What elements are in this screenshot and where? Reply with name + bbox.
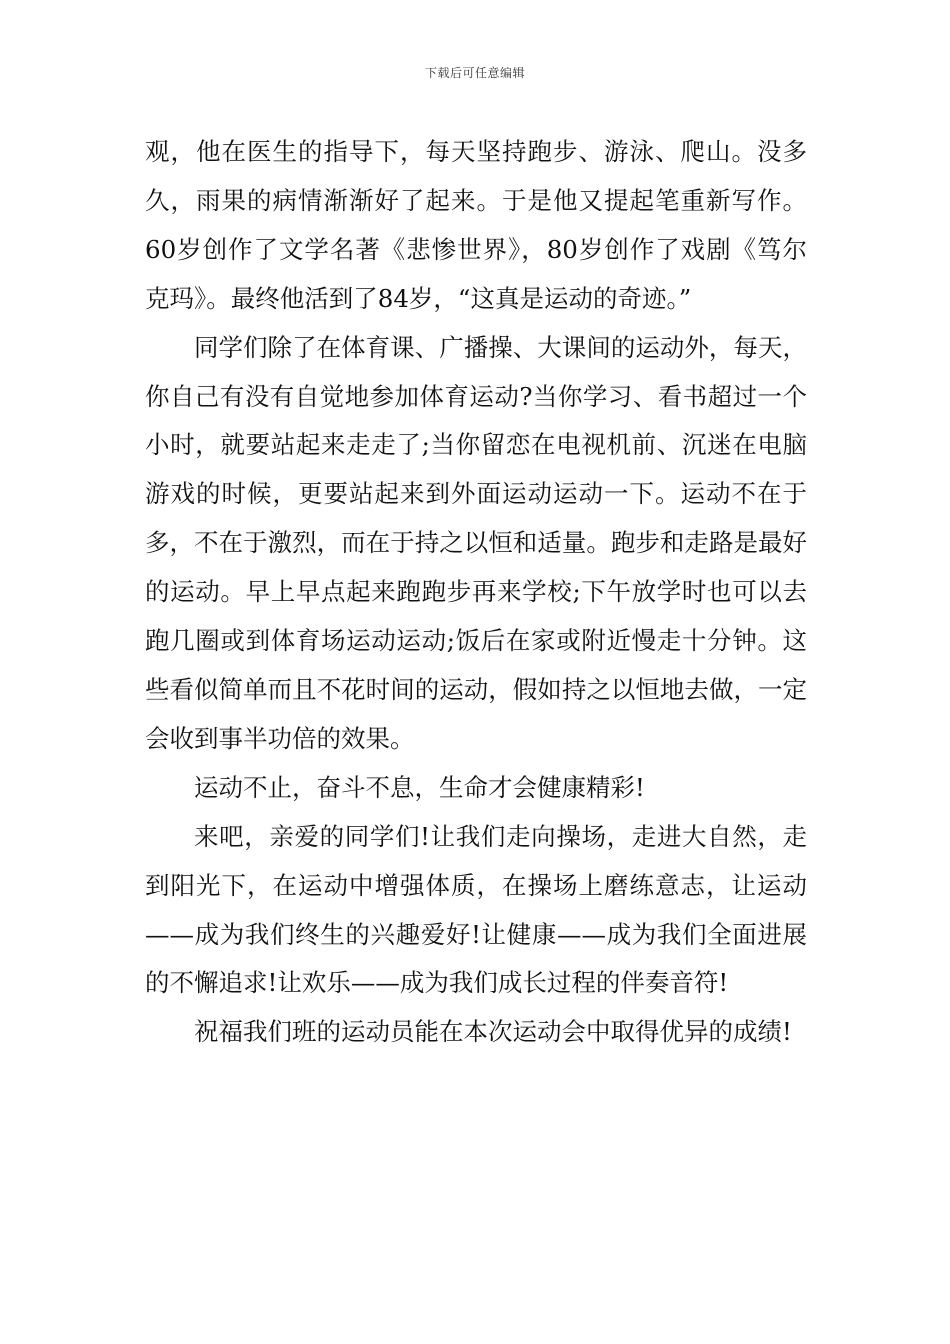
paragraph-4: 来吧，亲爱的同学们!让我们走向操场，走进大自然，走到阳光下，在运动中增强体质，在操场上磨练意志，让运动——成为我们终生的兴趣爱好!让健康——成为我们全面进展的不懈追求!让欢乐——成为我们成长过程的伴奏音符!	[145, 821, 807, 998]
document-body	[145, 128, 807, 1057]
paragraph-3: 运动不止，奋斗不息，生命才会健康精彩!	[194, 772, 645, 802]
page-header: 下载后可任意编辑	[424, 66, 525, 80]
paragraph-2: 同学们除了在体育课、广播操、大课间的运动外，每天，你自己有没有自觉地参加体育运动?当你学习、看书超过一个小时，就要站起来走走了;当你留恋在电视机前、沉迷在电脑游戏的时候，更要站起来到外面运动运动一下。运动不在于多，不在于激烈，而在于持之以恒和适量。跑步和走路是最好的运动。早上早点起来跑跑步再来学校;下午放学时也可以去跑几圈或到体育场运动运动;饭后在家或附近慢走十分钟。这些看似简单而且不花时间的运动，假如持之以恒地去做，一定会收到事半功倍的效果。	[145, 332, 807, 753]
paragraph-5: 祝福我们班的运动员能在本次运动会中取得优异的成绩!	[194, 1017, 792, 1047]
paragraph-1: 观，他在医生的指导下，每天坚持跑步、游泳、爬山。没多久，雨果的病情渐渐好了起来。于是他又提起笔重新写作。60岁创作了文学名著《悲惨世界》，80岁创作了戏剧《笃尔克玛》。最终他活到了84岁，“这真是运动的奇迹。”	[145, 137, 807, 313]
